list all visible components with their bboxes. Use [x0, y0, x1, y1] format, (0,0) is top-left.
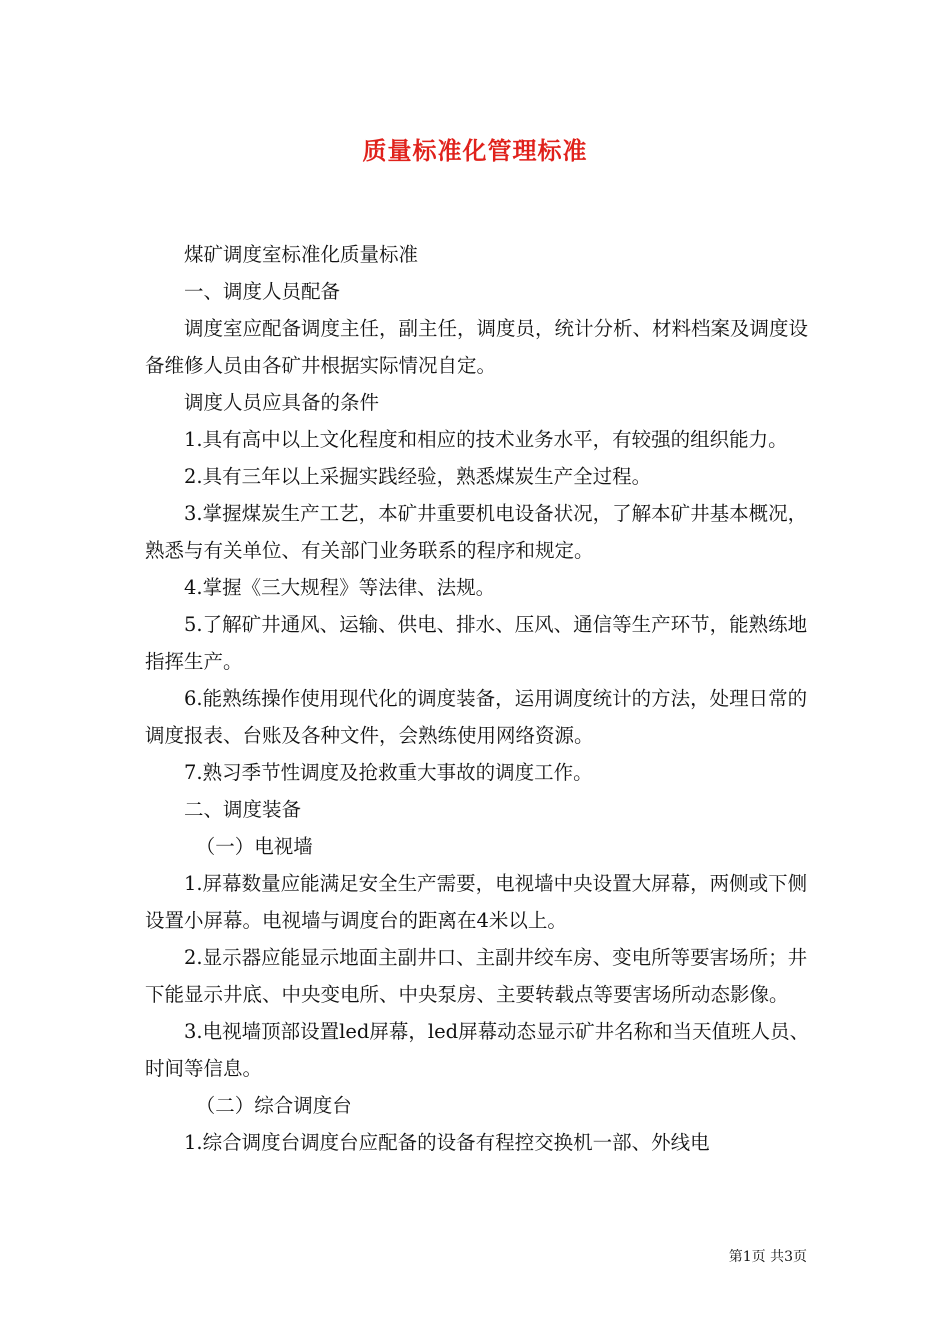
- list-item: 1.综合调度台调度台应配备的设备有程控交换机一部、外线电: [184, 1131, 710, 1154]
- section-heading-2: 二、调度装备: [184, 798, 302, 821]
- section-heading-1: 一、调度人员配备: [184, 280, 341, 303]
- page-number: 第1页 共3页: [728, 1249, 807, 1265]
- list-item: 5.了解矿井通风、运输、供电、排水、压风、通信等生产环节，能熟练地指挥生产。: [145, 613, 808, 673]
- paragraph: 调度室应配备调度主任，副主任，调度员，统计分析、材料档案及调度设备维修人员由各矿井根据实际情况自定。: [145, 317, 809, 377]
- paragraph: 调度人员应具备的条件: [184, 391, 380, 414]
- subsection-heading: （二）综合调度台: [195, 1094, 352, 1117]
- list-item: 2.具有三年以上采掘实践经验，熟悉煤炭生产全过程。: [184, 465, 652, 488]
- list-item: 3.掌握煤炭生产工艺，本矿井重要机电设备状况，了解本矿井基本概况，熟悉与有关单位、有关部门业务联系的程序和规定。: [145, 502, 808, 562]
- list-item: 7.熟习季节性调度及抢救重大事故的调度工作。: [184, 761, 593, 784]
- list-item: 3.电视墙顶部设置led屏幕，led屏幕动态显示矿井名称和当天值班人员、时间等信息。: [145, 1020, 810, 1080]
- list-item: 1.屏幕数量应能满足安全生产需要，电视墙中央设置大屏幕，两侧或下侧设置小屏幕。电视墙与调度台的距离在4米以上。: [145, 872, 808, 932]
- list-item: 4.掌握《三大规程》等法律、法规。: [184, 576, 496, 599]
- subsection-heading: （一）电视墙: [195, 835, 313, 858]
- page-title: 质量标准化管理标准: [362, 137, 588, 165]
- list-item: 1.具有高中以上文化程度和相应的技术业务水平，有较强的组织能力。: [184, 428, 788, 451]
- document-body: [145, 236, 815, 1161]
- list-item: 2.显示器应能显示地面主副井口、主副井绞车房、变电所等要害场所；井下能显示井底、中央变电所、中央泵房、主要转载点等要害场所动态影像。: [145, 946, 808, 1006]
- list-item: 6.能熟练操作使用现代化的调度装备，运用调度统计的方法，处理日常的调度报表、台账及各种文件，会熟练使用网络资源。: [145, 687, 808, 747]
- paragraph-intro: 煤矿调度室标准化质量标准: [184, 243, 419, 266]
